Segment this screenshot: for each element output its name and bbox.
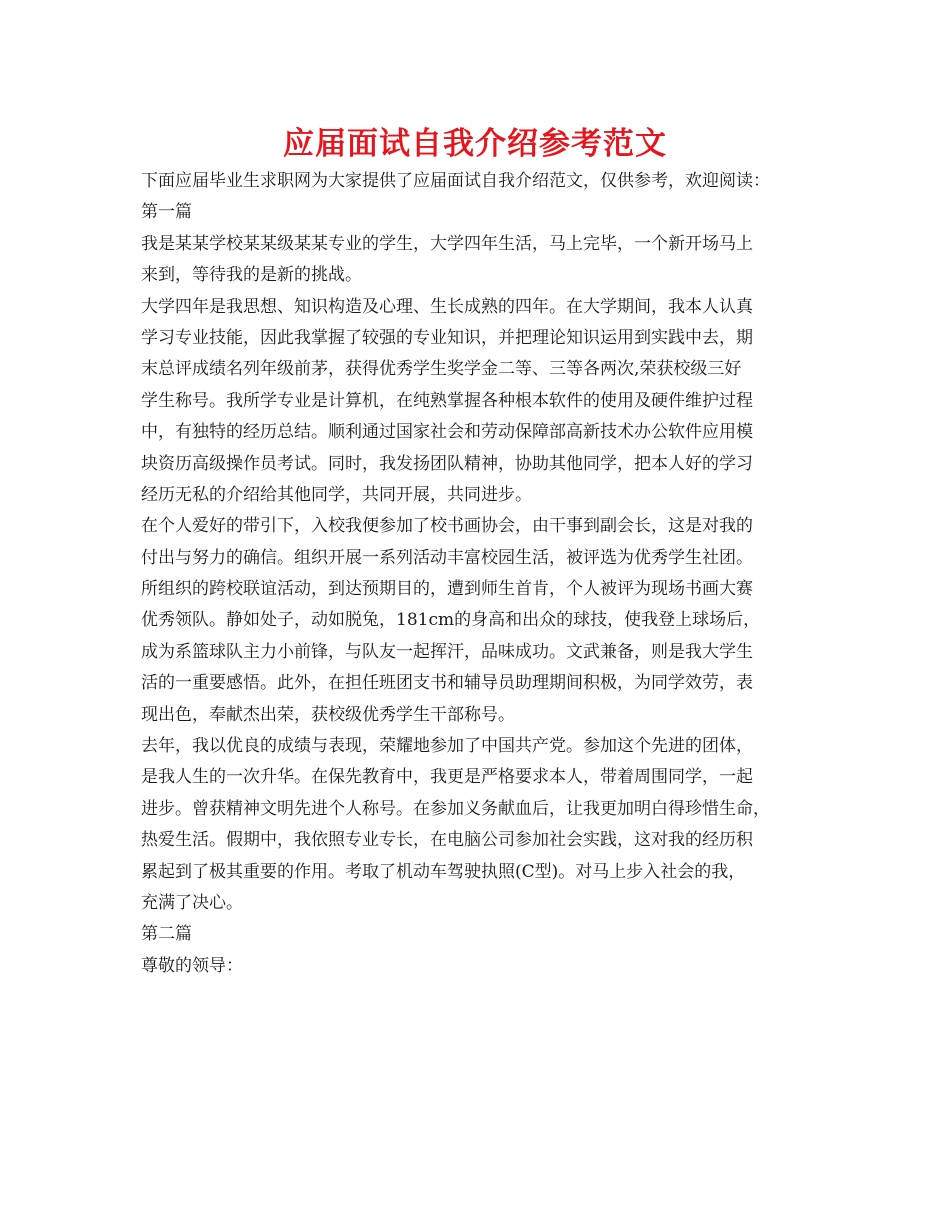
text-line: 成为系篮球队主力小前锋，与队友一起挥汗，品味成功。文武兼备，则是我大学生 [141, 641, 753, 662]
text-line: 学习专业技能，因此我掌握了较强的专业知识，并把理论知识运用到实践中去，期 [141, 327, 753, 348]
text-line: 学生称号。我所学专业是计算机，在纯熟掌握各种根本软件的使用及硬件维护过程 [141, 390, 753, 411]
text-line: 尊敬的领导： [141, 955, 243, 976]
text-line: 优秀领队。静如处子，动如脱兔，181cm的身高和出众的球技，使我登上球场后， [141, 610, 761, 631]
text-line: 末总评成绩名列年级前茅，获得优秀学生奖学金二等、三等各两次,荣获校级三好 [141, 359, 742, 380]
text-line: 经历无私的介绍给其他同学，共同开展，共同进步。 [141, 484, 532, 505]
document-body [141, 166, 821, 982]
text-line: 大学四年是我思想、知识构造及心理、生长成熟的四年。在大学期间，我本人认真 [141, 296, 753, 317]
section-heading: 第二篇 [141, 924, 192, 945]
text-line: 在个人爱好的带引下，入校我便参加了校书画协会，由干事到副会长，这是对我的 [141, 516, 753, 537]
section-heading: 第一篇 [141, 202, 192, 223]
text-line: 进步。曾获精神文明先进个人称号。在参加义务献血后，让我更加明白得珍惜生命， [141, 798, 770, 819]
text-line: 累起到了极其重要的作用。考取了机动车驾驶执照(C型)。对马上步入社会的我， [141, 861, 746, 882]
text-line: 去年，我以优良的成绩与表现，荣耀地参加了中国共产党。参加这个先进的团体， [141, 736, 753, 757]
text-line: 热爱生活。假期中，我依照专业专长，在电脑公司参加社会实践，这对我的经历积 [141, 830, 753, 851]
document-title: 应届面试自我介绍参考范文 [283, 126, 667, 162]
text-line: 活的一重要感悟。此外，在担任班团支书和辅导员助理期间积极，为同学效劳，表 [141, 673, 753, 694]
text-line: 中，有独特的经历总结。顺利通过国家社会和劳动保障部高新技术办公软件应用模 [141, 422, 753, 443]
text-line: 是我人生的一次升华。在保先教育中，我更是严格要求本人，带着周围同学，一起 [141, 767, 753, 788]
text-line: 来到，等待我的是新的挑战。 [141, 265, 362, 286]
text-line: 现出色，奉献杰出荣，获校级优秀学生干部称号。 [141, 704, 515, 725]
text-line: 充满了决心。 [141, 892, 243, 913]
text-line: 所组织的跨校联谊活动，到达预期目的，遭到师生首肯，个人被评为现场书画大赛 [141, 579, 753, 600]
text-line: 付出与努力的确信。组织开展一系列活动丰富校园生活，被评选为优秀学生社团。 [141, 547, 753, 568]
text-line: 我是某某学校某某级某某专业的学生，大学四年生活，马上完毕，一个新开场马上 [141, 233, 753, 254]
text-line: 块资历高级操作员考试。同时，我发扬团队精神，协助其他同学，把本人好的学习 [141, 453, 753, 474]
text-line: 下面应届毕业生求职网为大家提供了应届面试自我介绍范文，仅供参考，欢迎阅读： [141, 171, 770, 191]
